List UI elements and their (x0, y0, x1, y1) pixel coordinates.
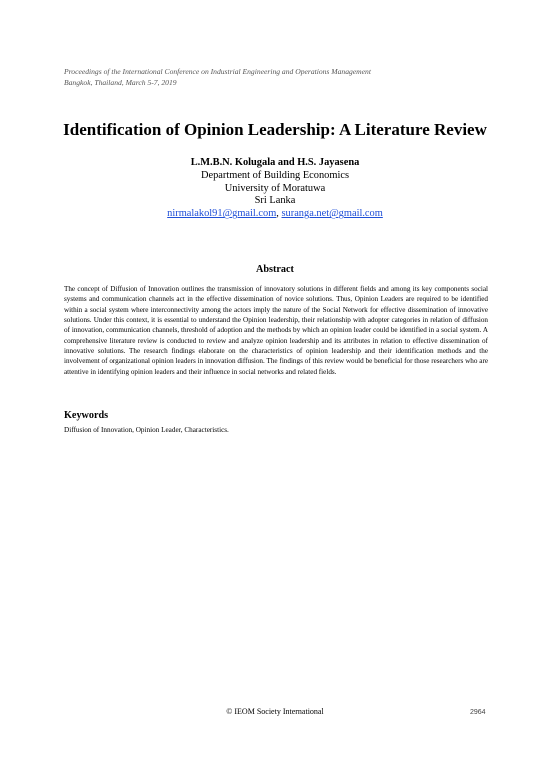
author-block (40, 157, 510, 221)
email-link-2[interactable]: suranga.net@gmail.com (281, 208, 383, 220)
author-university: University of Moratuwa (224, 182, 326, 194)
abstract-body: The concept of Diffusion of Innovation outlines the transmission of innovatory solutions in different fields and among its key components social systems and communication channels act in the effective dissemination of novice solutions. Thus, Opinion Leaders are required to be identified within a social system where interconnectivity among the actors imply the nature of the Social Network for effective dissemination of innovative solutions. Under this context, it is essential to understand the Opinion leadership, their relationship with adopter categories in relation of diffusion of innovation, communication channels, threshold of adoption and the methods by which an opinion leader could be identified in a social system. A comprehensive literature review is conducted to review and analyze opinion leadership and its attributes in relation to effective dissemination of innovative solutions. The research findings elaborate on the characteristics of opinion leadership and their identification methods and the involvement of organizational opinion leaders in innovation diffusion. The findings of this review would be beneficial for those researchers who are attentive in identifying opinion leaders and their influence in social networks and related fields. (64, 285, 488, 376)
proceedings-title: Proceedings of the International Conference on Industrial Engineering and Operations Management (64, 67, 371, 76)
footer-copyright: © IEOM Society International (226, 707, 324, 716)
page-number: 2964 (470, 709, 486, 716)
email-separator: , (276, 208, 282, 220)
proceedings-location-date: Bangkok, Thailand, March 5-7, 2019 (64, 78, 177, 87)
author-country: Sri Lanka (254, 195, 296, 207)
paper-title: Identification of Opinion Leadership: A Literature Review (63, 120, 487, 139)
author-emails (40, 208, 510, 221)
abstract-heading: Abstract (256, 264, 294, 275)
proceedings-header (64, 66, 494, 88)
author-names: L.M.B.N. Kolugala and H.S. Jayasena (190, 157, 360, 168)
keywords-heading: Keywords (64, 410, 109, 421)
keywords-body: Diffusion of Innovation, Opinion Leader, Characteristics. (64, 426, 229, 434)
email-link-1[interactable]: nirmalakol91@gmail.com (167, 208, 277, 220)
author-department: Department of Building Economics (200, 169, 350, 181)
